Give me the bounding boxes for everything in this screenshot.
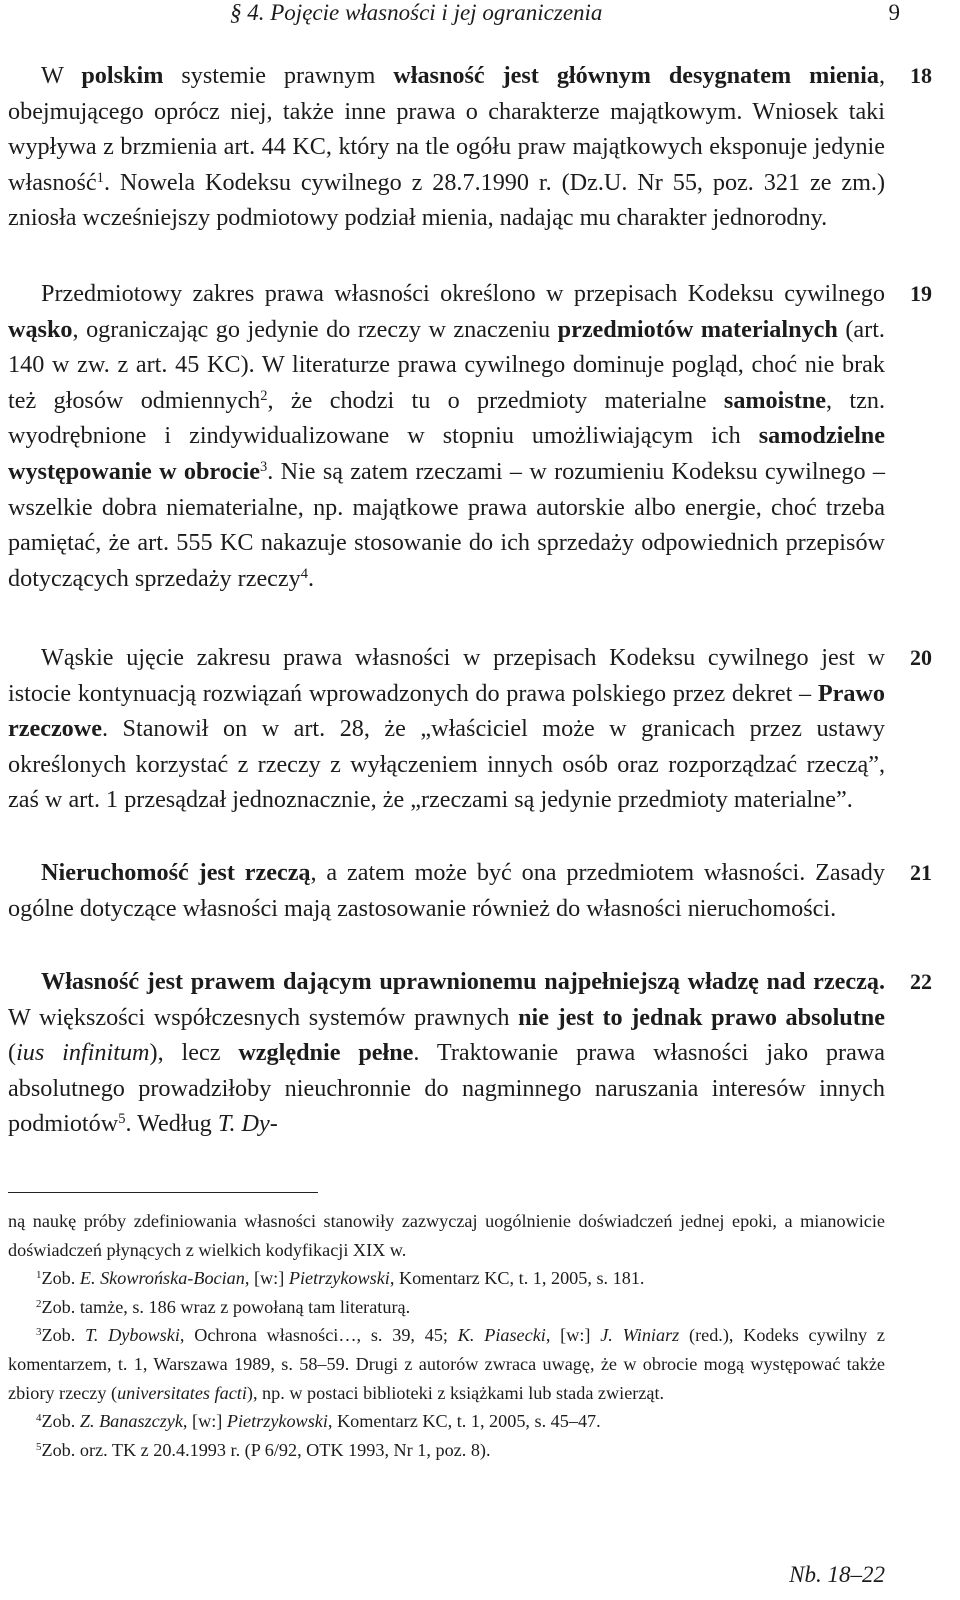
paragraph-19: Przedmiotowy zakres prawa własności określono w przepisach Kodeksu cywilnego wąsko, ograniczając go jedynie do rzeczy w znaczeniu przedmiotów materialnych (art. 140 w zw. z art. 45 KC). W literaturze prawa cywilnego dominuje pogląd, choć nie brak też głosów odmiennych$^2$, że chodzi tu o przedmioty materialne samoistne, tzn. wyodrębnione i zindywidualizowane w stopniu umożliwiającym ich samodzielne występowanie w obrocie$^3$. Nie są zatem rzeczami – w rozumieniu Kodeksu cywilnego – wszelkie dobra niematerialne, np. majątkowe prawa autorskie albo energie, choć trzeba pamiętać, że art. 555 KC nakazuje stosowanie do ich sprzedaży odpowiednich przepisów dotyczących sprzedaży rzeczy$^4$. (8, 280, 885, 592)
footnote-continuation: ną naukę próby zdefiniowania własności stanowiły zazwyczaj uogólnienie doświadczeń jednej epoki, a mianowicie doświadczeń płynących z wielkich kodyfikacji XIX w. (8, 1211, 885, 1260)
margin-number-21: 21 (910, 860, 932, 885)
paragraph-22: Własność jest prawem dającym uprawnionemu najpełniejszą władzę nad rzeczą. W większości współczesnych systemów prawnych nie jest to jednak prawo absolutne (ius infinitum), lecz względnie pełne. Traktowanie prawa własności jako prawa absolutnego prowadziłoby nieuchronnie do nagminnego naruszania interesów innych podmiotów$^5$. Według T. Dy- (8, 968, 886, 1138)
footnote-1: $^1$Zob. E. Skowrońska-Bocian, [w:] Pietrzykowski, Komentarz KC, t. 1, 2005, s. 181. (36, 1268, 645, 1289)
footnote-4: $^4$Zob. Z. Banaszczyk, [w:] Pietrzykowski, Komentarz KC, t. 1, 2005, s. 45–47. (36, 1411, 601, 1432)
page-number: 9 (888, 0, 900, 25)
footnotes (8, 1207, 885, 1464)
footnote-5: $^5$Zob. orz. TK z 20.4.1993 r. (P 6/92, OTK 1993, Nr 1, poz. 8). (36, 1439, 491, 1460)
footnote-2: $^2$Zob. tamże, s. 186 wraz z powołaną tam literaturą. (36, 1296, 411, 1317)
margin-number-20: 20 (910, 645, 932, 670)
footnote-3: $^3$Zob. T. Dybowski, Ochrona własności…, s. 39, 45; K. Piasecki, [w:] J. Winiarz (red.), Kodeks cywilny z komentarzem, t. 1, Warszawa 1989, s. 58–59. Drugi z autorów zwraca uwagę, że w obrocie mogą występować także zbiory rzeczy (universitates facti), np. w postaci biblioteki z książkami lub stada zwierząt. (8, 1325, 885, 1403)
paragraph-18: W polskim systemie prawnym własność jest głównym desygnatem mienia, obejmującego oprócz niej, także inne prawa o charakterze majątkowym. Wniosek taki wypływa z brzmienia art. 44 KC, który na tle ogółu praw majątkowych eksponuje jedynie własność$^1$. Nowela Kodeksu cywilnego z 28.7.1990 r. (Dz.U. Nr 55, poz. 321 ze zm.) zniosła wcześniejszy podmiotowy podział mienia, nadając mu charakter jednorodny. (8, 62, 885, 232)
marginal-number-range: Nb. 18–22 (789, 1562, 885, 1587)
margin-number-22: 22 (910, 969, 932, 994)
paragraph-20: Wąskie ujęcie zakresu prawa własności w przepisach Kodeksu cywilnego jest w istocie kontynuacją rozwiązań wprowadzonych do prawa polskiego przez dekret – Prawo rzeczowe. Stanowił on w art. 28, że „właściciel może w granicach przez ustawy określonych korzystać z rzeczy z wyłączeniem innych osób oraz rozporządzać rzeczą”, zaś w art. 1 przesądzał jednoznacznie, że „rzeczami są jedynie przedmioty materialne”. (8, 644, 885, 814)
margin-number-19: 19 (910, 281, 932, 306)
footnote-separator (8, 1192, 318, 1193)
running-title: § 4. Pojęcie własności i jej ograniczenia (230, 0, 603, 25)
paragraph-21: Nieruchomość jest rzeczą, a zatem może być ona przedmiotem własności. Zasady ogólne dotyczące własności mają zastosowanie również do własności nieruchomości. (8, 859, 885, 922)
running-header (230, 0, 900, 30)
margin-number-18: 18 (910, 63, 932, 88)
